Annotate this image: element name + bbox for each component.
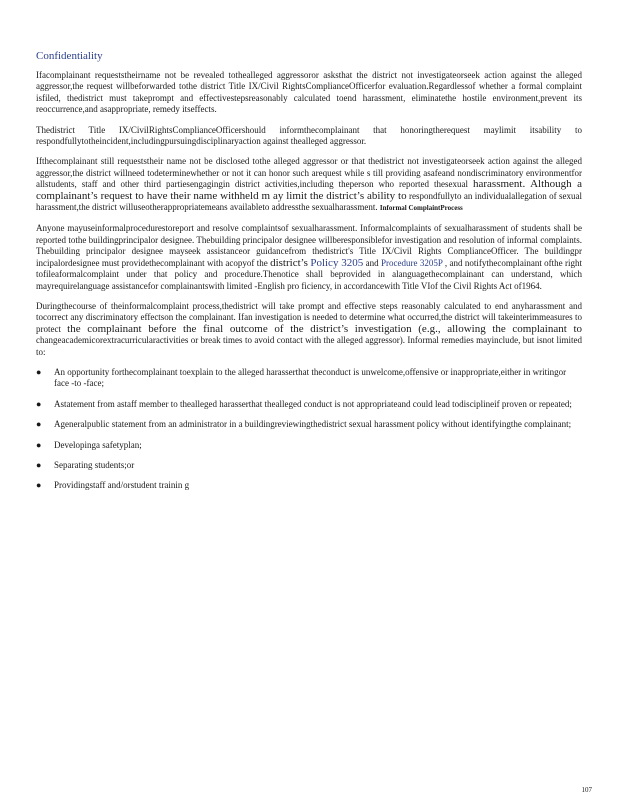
subheading-informal-complaint-process: Informal ComplaintProcess xyxy=(379,204,463,213)
paragraph-5-text-b: the complainant before the final outcome of the district’s investigation (e.g., allowing the complainant to xyxy=(67,322,582,335)
paragraph-3-text-a: Ifthecomplainant still requeststheir name not be disclosed tothe alleged aggressor or that thedistrict not investigateorseek action against the alleged aggressor,the district willneed todeterminewhether or not it can honor such arequest while s till providing asafeand nondiscriminatory environmentfor allstudents, staff and other third partiesengagingin district activities,including theperson who reported thesexual xyxy=(36,156,582,190)
paragraph-5-text-c: changeacademicorextracurricularactivities or break times to avoid contact with the alleged aggressor). Informal remedies mayinclude, but isnot limited to: xyxy=(36,335,582,357)
paragraph-4-text-a: Anyone mayuseinformalprocedurestoreport and resolve complaintsof sexualharassment. Informalcomplaints of sexualharassment of students shall be reported tothe buildingprincipalor designee. Thebuilding principalor designee willberesponsiblefor investigation and resolution of informal complaints. Thebuilding principalor designee mayseek assistanceor guidancefrom thedistrict's Title IX/Civil Rights ComplianceOfficer. The buildingpr incipalordesignee must providethecomplainant with acopyof the xyxy=(36,223,582,268)
paragraph-3-text-b: harassment. Although a complainant’s request to have their name withheld m ay limit the district’s ability to xyxy=(36,178,583,202)
list-item: ● Separating students;or xyxy=(36,459,135,470)
list-item: ● Astatement from astaff member to thealleged harasserthat thealleged conduct is not appropriateand could lead todisciplineif proven or repeated; xyxy=(36,398,572,409)
paragraph-4-text-c: , and notifythecomplainant ofthe right tofileaformalcomplaint under that policy and procedure.Thenotice shall beprovided in alanguagethecomplainant can understand, which mayrequirelanguage assistancefor complainantswith limited -English pro ficiency, in accordancewith Title VIof the Civil Rights Act of1964. xyxy=(36,257,583,291)
list-item: ● An opportunity forthecomplainant toexplain to the alleged harasserthat theconduct is unwelcome,offensive or inappropriate,either in writingor face -to -face; xyxy=(36,366,567,389)
bullet-icon: ● xyxy=(36,480,42,491)
list-item: ● Ageneralpublic statement from an administrator in a buildingreviewingthedistrict sexual harassment policy without identifyingthe complainant; xyxy=(36,419,572,430)
procedure-3205p-link[interactable]: Procedure 3205P xyxy=(381,257,443,268)
list-item: ● Developinga safetyplan; xyxy=(36,439,142,450)
document-page xyxy=(36,50,582,501)
policy-3205-link[interactable]: Policy 3205 xyxy=(310,256,364,269)
paragraph-4-text-b: district’s xyxy=(270,256,308,269)
paragraph-2: Thedistrict Title IX/CivilRightsComplianceOfficershould informthecomplainant that honoringtherequest maylimit itsability to respondfullytotheincident,includingpursuingdisciplinaryaction against thealleged aggressor. xyxy=(36,124,582,147)
bullet-icon: ● xyxy=(36,398,42,409)
paragraph-4-and: and xyxy=(365,257,379,268)
section-heading: Confidentiality xyxy=(36,50,103,62)
page-number: 107 xyxy=(581,786,592,794)
paragraph-5-text-a: Duringthecourse of theinformalcomplaint process,thedistrict will take prompt and effective steps reasonably calculated to end anyharassment and tocorrect any discriminatory effectson the complainant. Ifan investigation is needed to determine what occurred,the district will takeinterimmeasures to protect xyxy=(36,300,582,334)
remedies-list xyxy=(36,367,582,492)
paragraph-3 xyxy=(36,156,582,214)
paragraph-5 xyxy=(36,301,582,358)
bullet-icon: ● xyxy=(36,459,42,470)
bullet-icon: ● xyxy=(36,439,42,450)
list-item: ● Providingstaff and/orstudent trainin g xyxy=(36,480,190,491)
paragraph-3-text-c: respondfullyto an individualallegation of sexual harassment,the district willuseotherappropriatemeans availableto addressthe sexualharassment. xyxy=(36,190,583,213)
bullet-icon: ● xyxy=(36,419,42,430)
paragraph-1: Ifacomplainant requeststheirname not be revealed tothealleged aggressoror asksthat the district not investigateorseek action against the alleged aggressor,the request willbeforwarded tothe district Title IX/Civil RightsComplianceOfficerfor evaluation.Regardlessof whether a formal complaint isfiled, thedistrict must takeprompt and effectivestepsreasonably calculated toend harassment, eliminatethe hostile environment,prevent its reoccurrence,and asappropriate, remedy itseffects. xyxy=(36,70,582,115)
bullet-icon: ● xyxy=(36,366,42,377)
paragraph-4 xyxy=(36,223,582,291)
